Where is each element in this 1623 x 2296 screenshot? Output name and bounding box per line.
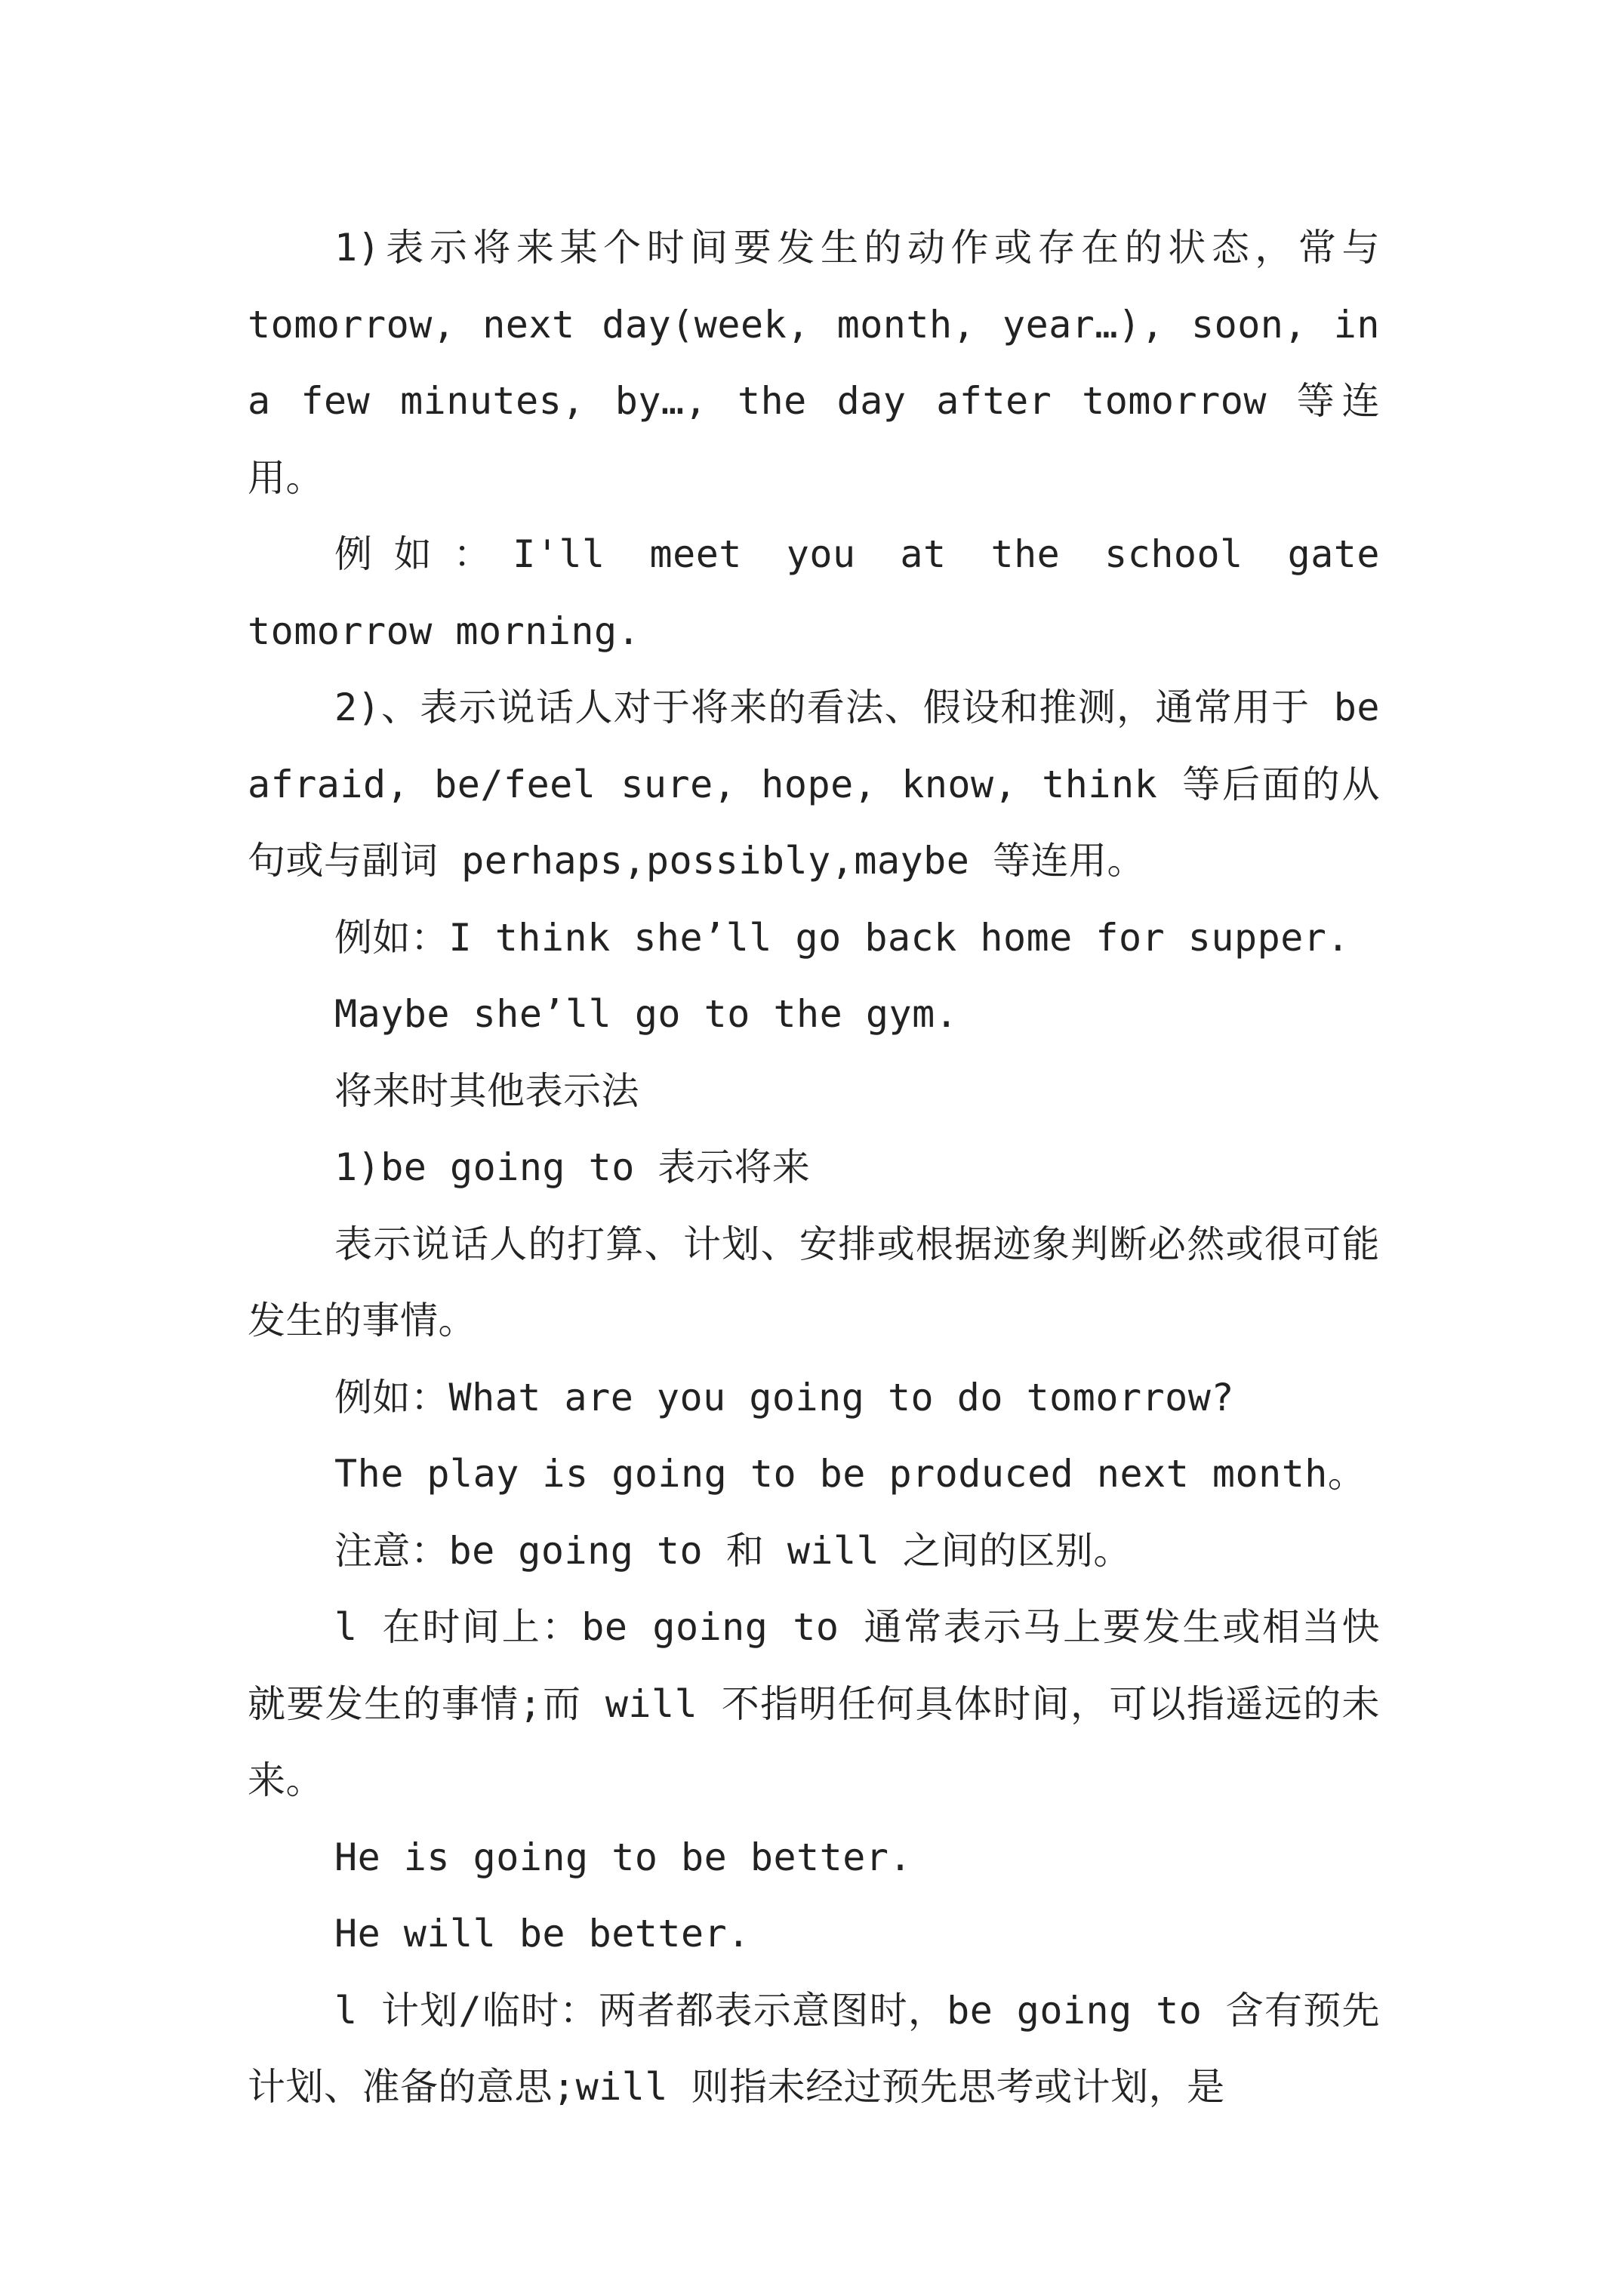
paragraph-example-1: 例如：I'll meet you at the school gate tomorrow morning. [248, 532, 1380, 653]
paragraph-future-usage-2: 2)、表示说话人对于将来的看法、假设和推测，通常用于 be afraid, be/feel sure, hope, know, think 等后面的从句或与副词 perhaps,possibly,maybe 等连用。 [248, 686, 1380, 883]
subheading-be-going-to: 1)be going to 表示将来 [334, 1145, 811, 1189]
paragraph-difference-time: l 在时间上：be going to 通常表示马上要发生或相当快就要发生的事情;而 will 不指明任何具体时间，可以指遥远的未来。 [248, 1605, 1380, 1802]
section-heading-other-forms: 将来时其他表示法 [334, 1068, 639, 1113]
paragraph-example-2: 例如：I think she’ll go back home for supper. [334, 915, 1350, 960]
paragraph-example-4: 例如：What are you going to do tomorrow? [334, 1375, 1234, 1419]
paragraph-note: 注意：be going to 和 will 之间的区别。 [334, 1528, 1132, 1573]
paragraph-difference-plan: l 计划/临时：两者都表示意图时，be going to 含有预先计划、准备的意思;will 则指未经过预先思考或计划，是 [248, 1988, 1380, 2109]
paragraph-example-6: He is going to be better. [334, 1835, 913, 1879]
paragraph-future-usage-1: 1)表示将来某个时间要发生的动作或存在的状态，常与 tomorrow, next day(week, month, year…), soon, in a few minutes, by…, the day after tomorrow 等连用。 [248, 226, 1380, 500]
paragraph-example-3: Maybe she’ll go to the gym. [334, 992, 959, 1036]
paragraph-example-7: He will be better. [334, 1912, 750, 1955]
document-body [248, 210, 1380, 2126]
paragraph-example-5: The play is going to be produced next month。 [334, 1452, 1366, 1496]
paragraph-be-going-to-meaning: 表示说话人的打算、计划、安排或根据迹象判断必然或很可能发生的事情。 [248, 1222, 1380, 1342]
